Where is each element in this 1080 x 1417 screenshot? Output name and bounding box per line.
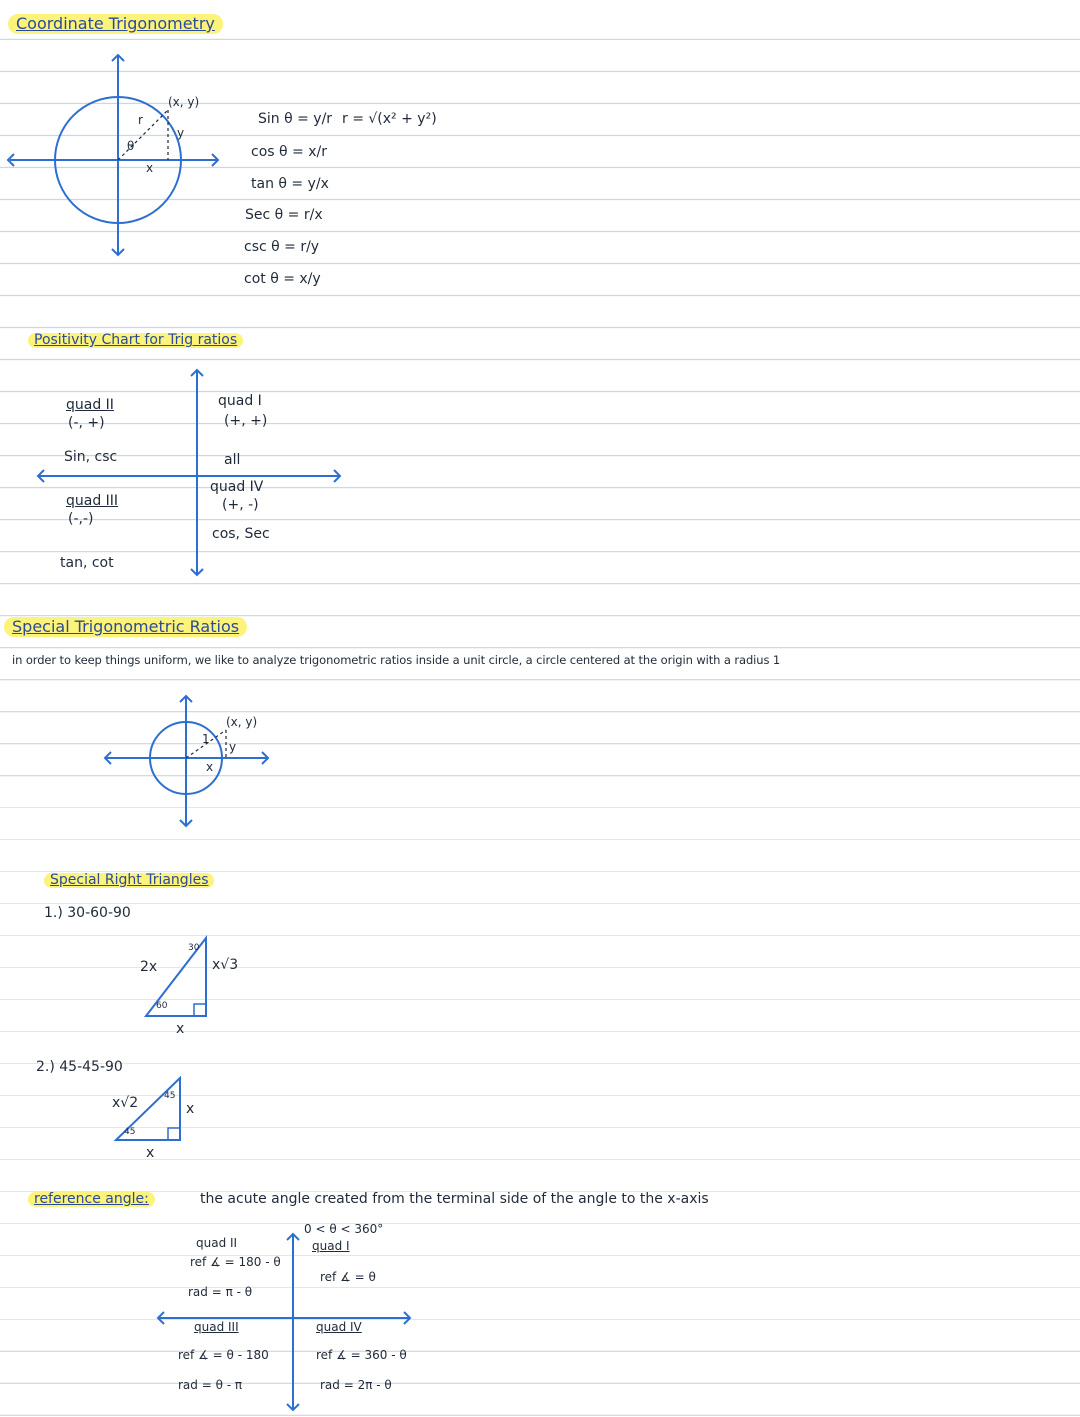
formula-sec: Sec θ = r/x [245, 207, 323, 223]
triangle1-leg: x√3 [212, 957, 239, 973]
circle1-r-label: r [138, 113, 143, 127]
q3-ratios: tan, cot [60, 555, 114, 571]
circle2-y-label: y [229, 740, 237, 754]
reference-definition: the acute angle created from the terminal side of the angle to the x-axis [200, 1191, 709, 1207]
q1-ratios: all [224, 452, 241, 468]
ref-q2-rad: rad = π - θ [188, 1285, 253, 1299]
reference-range: 0 < θ < 360° [304, 1222, 384, 1236]
ref-q3-title: quad III [194, 1320, 239, 1334]
heading-special-triangles: Special Right Triangles [44, 873, 214, 888]
triangle2-bottom-angle: 45 [124, 1127, 136, 1137]
heading-coordinate-trigonometry: Coordinate Trigonometry [8, 14, 223, 34]
triangle2-base: x [146, 1145, 155, 1161]
right-angle-mark-2 [168, 1128, 180, 1140]
q4-title: quad IV [210, 479, 264, 495]
ref-q2-title: quad II [196, 1236, 238, 1250]
triangle2-title: 2.) 45-45-90 [36, 1059, 123, 1075]
q1-title: quad I [218, 393, 262, 409]
coordinate-circle-diagram [8, 55, 218, 255]
ref-q4-rad: rad = 2π - θ [320, 1378, 392, 1392]
circle1-theta-label: θ [127, 139, 135, 153]
q2-ratios: Sin, csc [64, 449, 118, 465]
q2-title: quad II [66, 397, 114, 413]
special-ratios-text: in order to keep things uniform, we like to analyze trigonometric ratios inside a unit circle, a circle centered at the origin with a radius 1 [12, 653, 781, 667]
ref-q3-rad: rad = θ - π [178, 1378, 243, 1392]
formula-cos: cos θ = x/r [251, 144, 327, 160]
ref-q3-ref: ref ∡ = θ - 180 [178, 1348, 269, 1362]
radius-line-1 [118, 110, 168, 160]
triangle1-title: 1.) 30-60-90 [44, 905, 131, 921]
q3-title: quad III [66, 493, 119, 509]
q3-sign: (-,-) [68, 511, 94, 527]
triangle2-hyp: x√2 [112, 1095, 139, 1111]
triangle1-bottom-angle: 60 [156, 1001, 168, 1011]
triangle1-top-angle: 30 [188, 943, 200, 953]
formula-csc: csc θ = r/y [244, 239, 320, 255]
circle1-x-label: x [146, 161, 154, 175]
formula-cot: cot θ = x/y [244, 271, 321, 287]
heading-special-ratios: Special Trigonometric Ratios [4, 617, 247, 637]
formula-r: r = √(x² + y²) [342, 111, 437, 127]
circle1-y-label: y [177, 126, 185, 140]
q1-sign: (+, +) [224, 413, 268, 429]
ref-q2-ref: ref ∡ = 180 - θ [190, 1255, 281, 1269]
ref-q4-title: quad IV [316, 1320, 362, 1334]
heading-reference-angle: reference angle: [28, 1192, 155, 1207]
circle1-point-label: (x, y) [168, 95, 200, 109]
heading-positivity-chart: Positivity Chart for Trig ratios [28, 333, 243, 348]
formula-sin: Sin θ = y/r [258, 111, 333, 127]
triangle2-top-angle: 45 [164, 1091, 176, 1101]
circle2-r-label: 1 [202, 732, 210, 746]
formula-tan: tan θ = y/x [251, 176, 329, 192]
circle2-x-label: x [206, 760, 214, 774]
q2-sign: (-, +) [68, 415, 105, 431]
triangle2-leg: x [186, 1101, 195, 1117]
triangle1-base: x [176, 1021, 185, 1037]
triangle1-hyp: 2x [140, 959, 158, 975]
q4-ratios: cos, Sec [212, 526, 270, 542]
ref-q4-ref: ref ∡ = 360 - θ [316, 1348, 407, 1362]
q4-sign: (+, -) [222, 497, 259, 513]
ref-q1-ref: ref ∡ = θ [320, 1270, 376, 1284]
ref-q1-title: quad I [312, 1239, 350, 1253]
circle2-point-label: (x, y) [226, 715, 258, 729]
right-angle-mark-1 [194, 1004, 206, 1016]
